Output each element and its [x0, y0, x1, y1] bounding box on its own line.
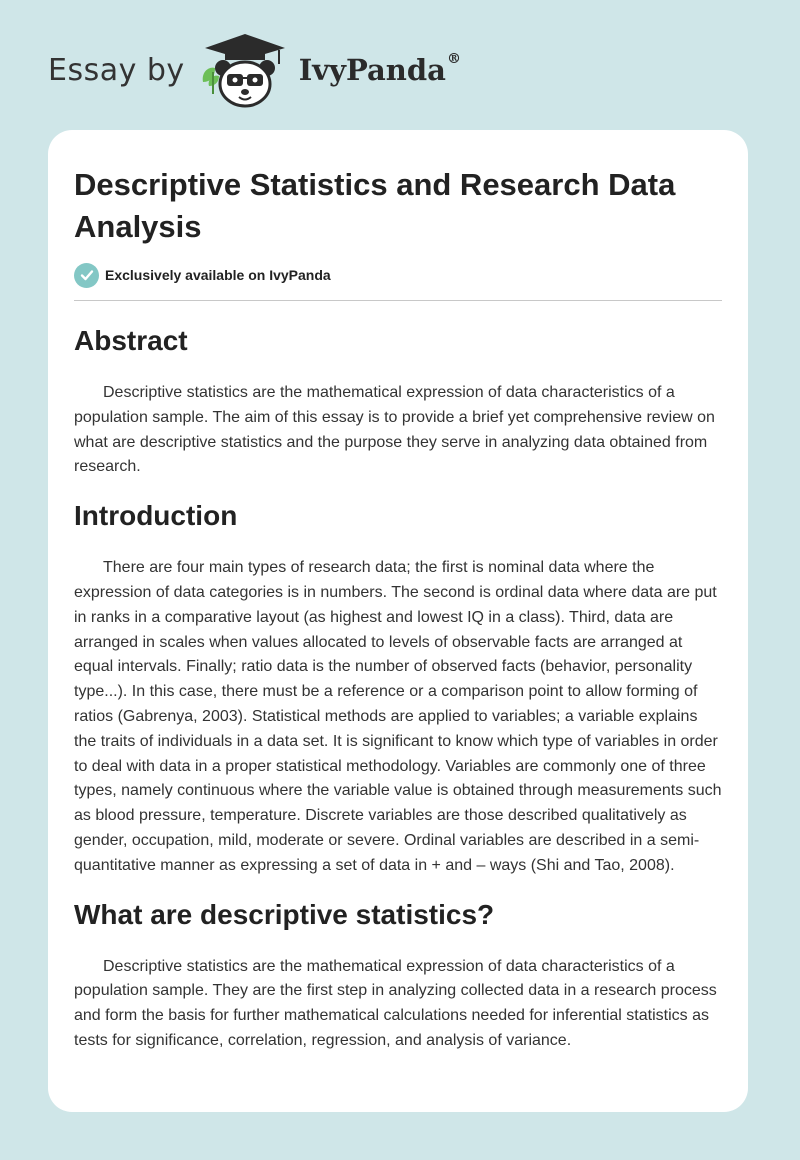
- exclusive-badge: [74, 262, 722, 288]
- section-heading-abstract: Abstract: [74, 325, 188, 356]
- essay-card: [48, 130, 748, 1112]
- section-heading-introduction: Introduction: [74, 500, 238, 532]
- panda-graduate-icon: [199, 30, 291, 110]
- brand-text: IvyPanda: [298, 53, 446, 87]
- essay-content: [74, 164, 722, 1054]
- essay-by-label: Essay by: [48, 52, 185, 88]
- site-header: [48, 30, 461, 110]
- exclusive-label: Exclusively available on IvyPanda: [105, 267, 331, 283]
- brand-name[interactable]: [299, 53, 461, 87]
- check-icon: [74, 263, 99, 288]
- registered-mark: ®: [446, 51, 461, 67]
- section-body-descriptive-statistics: Descriptive statistics are the mathematical expression of data characteristics of a population sample. They are the first step in analyzing collected data in a research process and form the basis for further mathematical calculations needed for inferential statistics as tests for significance, correlation, regression, and analysis of variance.: [74, 957, 717, 1049]
- title-divider: [74, 300, 722, 301]
- section-heading-descriptive-statistics: What are descriptive statistics?: [74, 898, 495, 930]
- section-body-abstract: Descriptive statistics are the mathematical expression of data characteristics of a population sample. The aim of this essay is to provide a brief yet comprehensive review on what are descriptive statistics and the purpose they serve in analyzing data obtained from research.: [74, 384, 715, 476]
- section-body-introduction: There are four main types of research data; the first is nominal data where the expression of data categories is in numbers. The second is ordinal data where data are put in ranks in a comparative layout (as highest and lowest IQ in a class). Third, data are arranged in scales when values allocated to levels of observable facts are arranged at equal intervals. Finally; ratio data is the number of observed facts (behavior, personality type...). In this case, there must be a reference or a comparison point to allow forming of ratios (Gabrenya, 2003). Statistical methods are applied to variables; a variable explains the traits of individuals in a data set. It is significant to know which type of variables in order to deal with data in a proper statistical methodology. Variables are commonly one of three types, namely continuous where the variable value is obtained through measurements such as blood pressure, temperature. Discrete variables are those described qualitatively as gender, occupation, mild, moderate or severe. Ordinal variables are described in a semi-quantitative manner as expressing a set of data in + and – ways (Shi and Tao, 2008).: [74, 559, 722, 874]
- essay-title: Descriptive Statistics and Research Data Analysis: [74, 167, 676, 244]
